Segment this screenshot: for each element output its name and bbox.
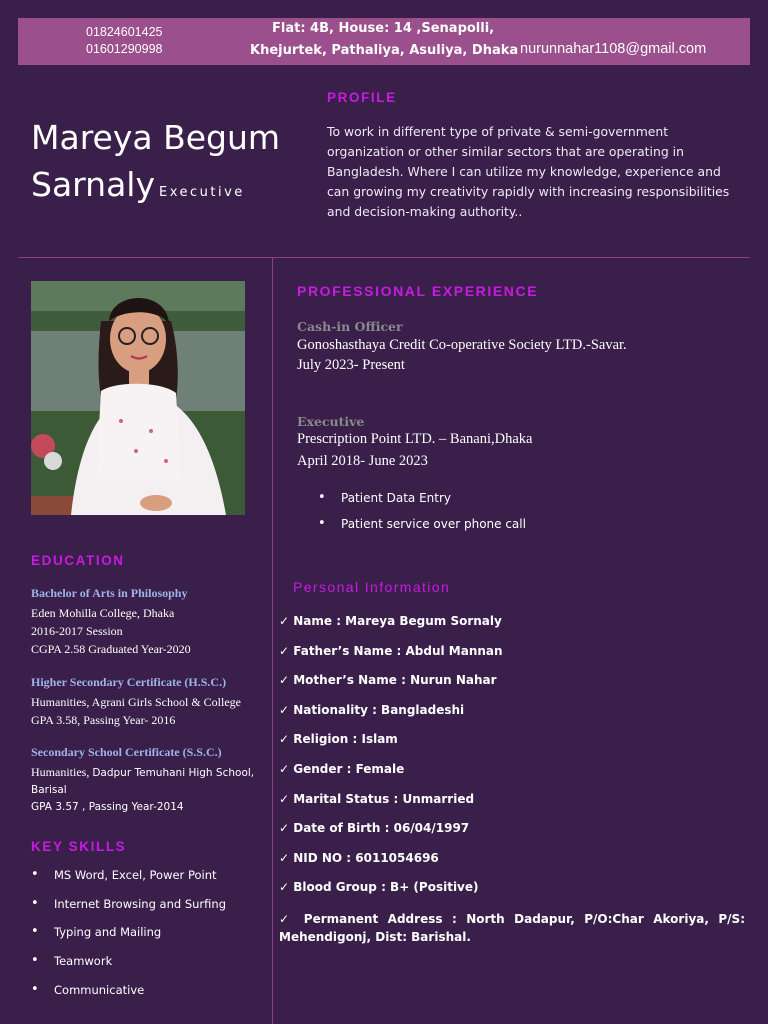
list-item: ✓ Mother’s Name : Nurun Nahar bbox=[279, 673, 497, 688]
name-surname: Sarnaly bbox=[31, 165, 155, 204]
education-degree: Bachelor of Arts in Philosophy bbox=[31, 586, 188, 600]
list-item: • Typing and Mailing bbox=[31, 925, 226, 954]
education-degree: Secondary School Certificate (S.S.C.) bbox=[31, 745, 222, 759]
education-degree: Higher Secondary Certificate (H.S.C.) bbox=[31, 675, 227, 689]
skills-title: KEY SKILLS bbox=[31, 839, 127, 854]
address-line-2: Khejurtek, Pathaliya, Asuliya, Dhaka bbox=[250, 43, 519, 58]
education-line bbox=[31, 763, 254, 782]
education-line: GPA 3.58, Passing Year- 2016 bbox=[31, 713, 176, 727]
horizontal-divider bbox=[18, 257, 750, 258]
role-tag: Executive bbox=[159, 185, 245, 200]
vertical-divider bbox=[272, 258, 273, 1024]
list-item: • Teamwork bbox=[31, 954, 226, 983]
personal-info-title: Personal Information bbox=[293, 579, 451, 595]
phone-1: 01824601425 bbox=[86, 25, 163, 39]
job-period: July 2023- Present bbox=[297, 357, 405, 373]
job-role: Executive bbox=[297, 414, 365, 429]
education-item bbox=[31, 586, 191, 658]
name-line-2 bbox=[31, 165, 245, 204]
name-line-1: Mareya Begum bbox=[31, 118, 281, 157]
job-company: Gonoshasthaya Credit Co-operative Society LTD.-Savar. bbox=[297, 337, 627, 353]
education-school: Dadpur Temuhani High School, bbox=[92, 767, 255, 779]
personal-info-list bbox=[279, 614, 745, 946]
list-item: • Patient service over phone call bbox=[318, 517, 526, 543]
education-line: GPA 3.57 , Passing Year-2014 bbox=[31, 801, 184, 813]
education-stream: Humanities, bbox=[31, 765, 93, 779]
education-line: 2016-2017 Session bbox=[31, 624, 123, 638]
list-item: ✓ NID NO : 6011054696 bbox=[279, 850, 439, 865]
email[interactable]: nurunnahar1108@gmail.com bbox=[520, 41, 707, 57]
education-item bbox=[31, 675, 241, 729]
list-item: • Patient Data Entry bbox=[318, 491, 526, 517]
list-item: ✓ Nationality : Bangladeshi bbox=[279, 702, 465, 717]
portrait-illustration bbox=[31, 281, 245, 515]
list-item: ✓ Religion : Islam bbox=[279, 732, 398, 747]
education-item bbox=[31, 745, 254, 816]
duties-list bbox=[318, 491, 526, 543]
address-line-1: Flat: 4B, House: 14 ,Senapolli, bbox=[272, 21, 495, 36]
phone-2: 01601290998 bbox=[86, 42, 163, 56]
list-item: ✓ Father’s Name : Abdul Mannan bbox=[279, 643, 503, 658]
education-line: Barisal bbox=[31, 784, 67, 796]
skills-list bbox=[31, 868, 226, 1011]
profile-text: To work in different type of private & semi-government organization or other similar sectors that are operating in Bangladesh. Where I can utilize my knowledge, experience and can growing my creativity rapidly with increasing responsibilities and decision-making authority.. bbox=[327, 124, 730, 219]
list-item: ✓ Gender : Female bbox=[279, 761, 405, 776]
list-item: • MS Word, Excel, Power Point bbox=[31, 868, 226, 897]
contact-bar bbox=[18, 18, 750, 65]
experience-title: PROFESSIONAL EXPERIENCE bbox=[297, 283, 539, 299]
education-line: CGPA 2.58 Graduated Year-2020 bbox=[31, 642, 191, 656]
job-period: April 2018- June 2023 bbox=[297, 453, 428, 469]
list-item: • Internet Browsing and Surfing bbox=[31, 897, 226, 926]
profile-title: PROFILE bbox=[327, 90, 397, 105]
job-company: Prescription Point LTD. – Banani,Dhaka bbox=[297, 431, 533, 447]
list-item: ✓ Blood Group : B+ (Positive) bbox=[279, 880, 479, 895]
education-line: Eden Mohilla College, Dhaka bbox=[31, 606, 175, 620]
list-item: ✓ Name : Mareya Begum Sornaly bbox=[279, 614, 502, 628]
education-title: EDUCATION bbox=[31, 553, 125, 568]
profile-photo bbox=[31, 281, 245, 515]
list-item: ✓ Date of Birth : 06/04/1997 bbox=[279, 821, 470, 836]
list-item: ✓ Permanent Address : North Dadapur, P/O:Char Akoriya, P/S: Mehendigonj, Dist: Barishal. bbox=[279, 911, 745, 944]
list-item: ✓ Marital Status : Unmarried bbox=[279, 791, 475, 806]
education-line: Humanities, Agrani Girls School & College bbox=[31, 695, 241, 709]
list-item: • Communicative bbox=[31, 983, 226, 1012]
job-role: Cash-in Officer bbox=[297, 319, 403, 334]
